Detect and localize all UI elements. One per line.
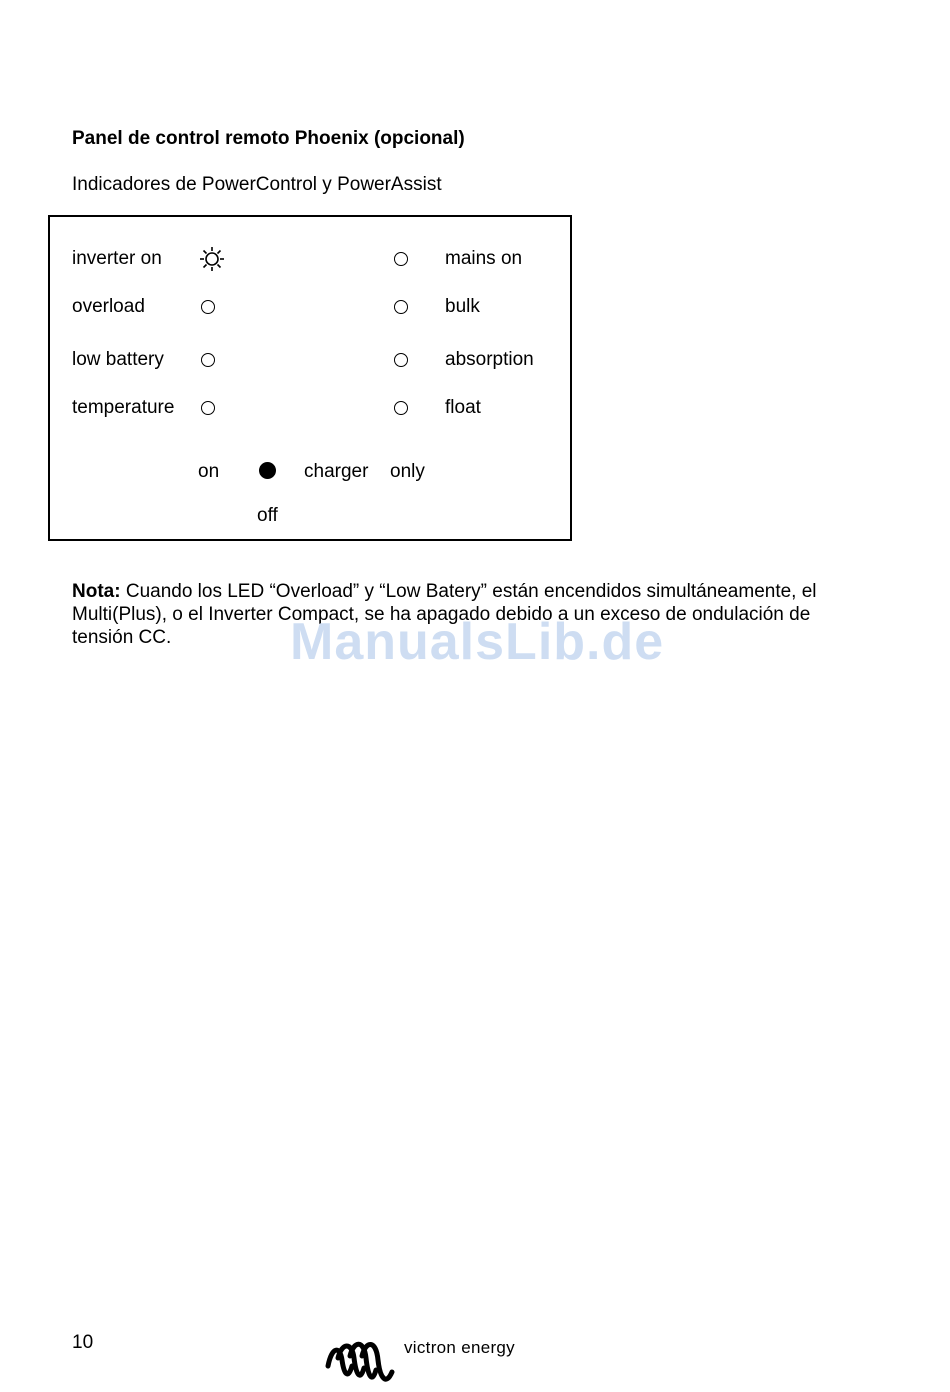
led-absorption-icon <box>394 353 408 367</box>
indicator-label-low-battery: low battery <box>72 349 164 370</box>
indicator-label-overload: overload <box>72 296 145 317</box>
indicator-label-absorption: absorption <box>445 349 534 370</box>
led-bulk-icon <box>394 300 408 314</box>
switch-label-on: on <box>198 461 220 482</box>
victron-logo-icon <box>324 1336 400 1388</box>
page-number: 10 <box>72 1332 94 1353</box>
led-overload-icon <box>201 300 215 314</box>
note-text: Cuando los LED “Overload” y “Low Batery” están encendidos simultáneamente, el Multi(Plus), o el Inverter Compact, se ha apagado debido a un exceso de ondulación de tensión CC. <box>72 581 817 648</box>
switch-label-charger: charger <box>304 461 369 482</box>
sun-icon <box>198 246 228 272</box>
watermark: ManualsLib.de <box>290 613 665 671</box>
switch-label-off: off <box>257 505 278 526</box>
indicator-label-temperature: temperature <box>72 397 175 418</box>
note-lead: Nota: <box>72 581 121 602</box>
led-float-icon <box>394 401 408 415</box>
switch-knob-icon <box>259 462 276 479</box>
indicator-label-inverter-on: inverter on <box>72 248 162 269</box>
indicator-label-float: float <box>445 397 481 418</box>
indicator-label-mains-on: mains on <box>445 248 523 269</box>
indicator-label-bulk: bulk <box>445 296 480 317</box>
led-mains-on-icon <box>394 252 408 266</box>
led-temperature-icon <box>201 401 215 415</box>
switch-label-only: only <box>390 461 425 482</box>
page-subtitle: Indicadores de PowerControl y PowerAssist <box>72 174 442 195</box>
led-low-battery-icon <box>201 353 215 367</box>
brand-name: victron energy <box>404 1338 515 1357</box>
page-title: Panel de control remoto Phoenix (opcional) <box>72 128 465 149</box>
